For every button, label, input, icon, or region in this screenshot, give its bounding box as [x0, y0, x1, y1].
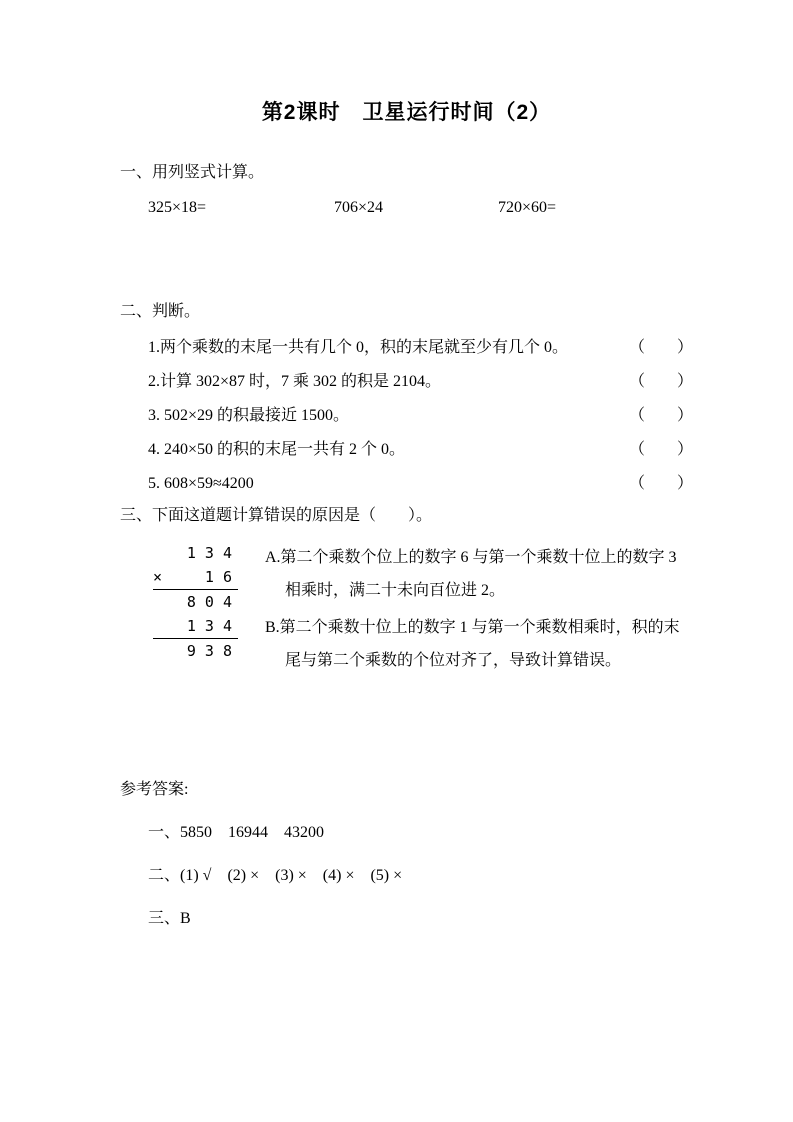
- calculation-problems-row: [148, 199, 693, 217]
- section-3-heading: 三、下面这道题计算错误的原因是（ ）。: [120, 507, 433, 524]
- mult-factor-1: 1 3 4: [186, 544, 232, 562]
- judgment-item: [148, 433, 693, 467]
- judgment-text-3: 3. 502×29 的积最接近 1500。: [148, 407, 350, 424]
- section-3-body: [120, 541, 693, 681]
- option-a: A.第二个乘数个位上的数字 6 与第一个乘数十位上的数字 3 相乘时，满二十未向百位进 2。: [265, 549, 677, 599]
- mult-partial-product-2: 1 3 4: [153, 614, 238, 639]
- calc-problem-1: 325×18=: [148, 199, 207, 216]
- section-judgment: [120, 299, 693, 501]
- calc-problem-3: 720×60=: [498, 199, 557, 216]
- answer-key-label: 参考答案:: [120, 781, 189, 798]
- judgment-item: [148, 399, 693, 433]
- judgment-item: [148, 365, 693, 399]
- judgment-text-4: 4. 240×50 的积的末尾一共有 2 个 0。: [148, 441, 406, 458]
- section-calculation: [120, 160, 693, 217]
- choice-options: [265, 541, 693, 681]
- answer-line-1: 一、5850 16944 43200: [148, 824, 325, 841]
- mult-partial-product-1: 8 0 4: [186, 593, 232, 611]
- answer-line-3: 三、B: [148, 910, 191, 927]
- answer-key: [120, 777, 693, 932]
- vertical-multiplication: [153, 541, 238, 663]
- page-title: 第2课时 卫星运行时间（2）: [261, 101, 552, 124]
- judgment-text-2: 2.计算 302×87 时，7 乘 302 的积是 2104。: [148, 373, 442, 390]
- judgment-text-5: 5. 608×59≈4200: [148, 475, 254, 492]
- section-1-heading: 一、用列竖式计算。: [120, 164, 265, 181]
- judgment-answer-blank-5: （ ）: [628, 475, 693, 492]
- judgment-list: [148, 331, 693, 501]
- judgment-text-1: 1.两个乘数的末尾一共有几个 0，积的末尾就至少有几个 0。: [148, 339, 569, 356]
- judgment-answer-blank-3: （ ）: [628, 407, 693, 424]
- mult-operator-row: [153, 565, 238, 590]
- option-b: B.第二个乘数十位上的数字 1 与第一个乘数相乘时，积的末尾与第二个乘数的个位对齐了，导致计算错误。: [265, 619, 680, 669]
- judgment-item: [148, 467, 693, 501]
- judgment-item: [148, 331, 693, 365]
- judgment-answer-blank-4: （ ）: [628, 441, 693, 458]
- mult-result: 9 3 8: [186, 642, 232, 660]
- section-multiple-choice: [120, 503, 693, 681]
- calc-problem-2: 706×24: [334, 199, 384, 216]
- multiply-sign: ×: [153, 568, 163, 586]
- section-2-heading: 二、判断。: [120, 303, 201, 320]
- judgment-answer-blank-1: （ ）: [628, 339, 693, 356]
- judgment-answer-blank-2: （ ）: [628, 373, 693, 390]
- answer-line-2: 二、(1) √ (2) × (3) × (4) × (5) ×: [148, 867, 403, 884]
- mult-factor-2: 1 6: [204, 568, 232, 586]
